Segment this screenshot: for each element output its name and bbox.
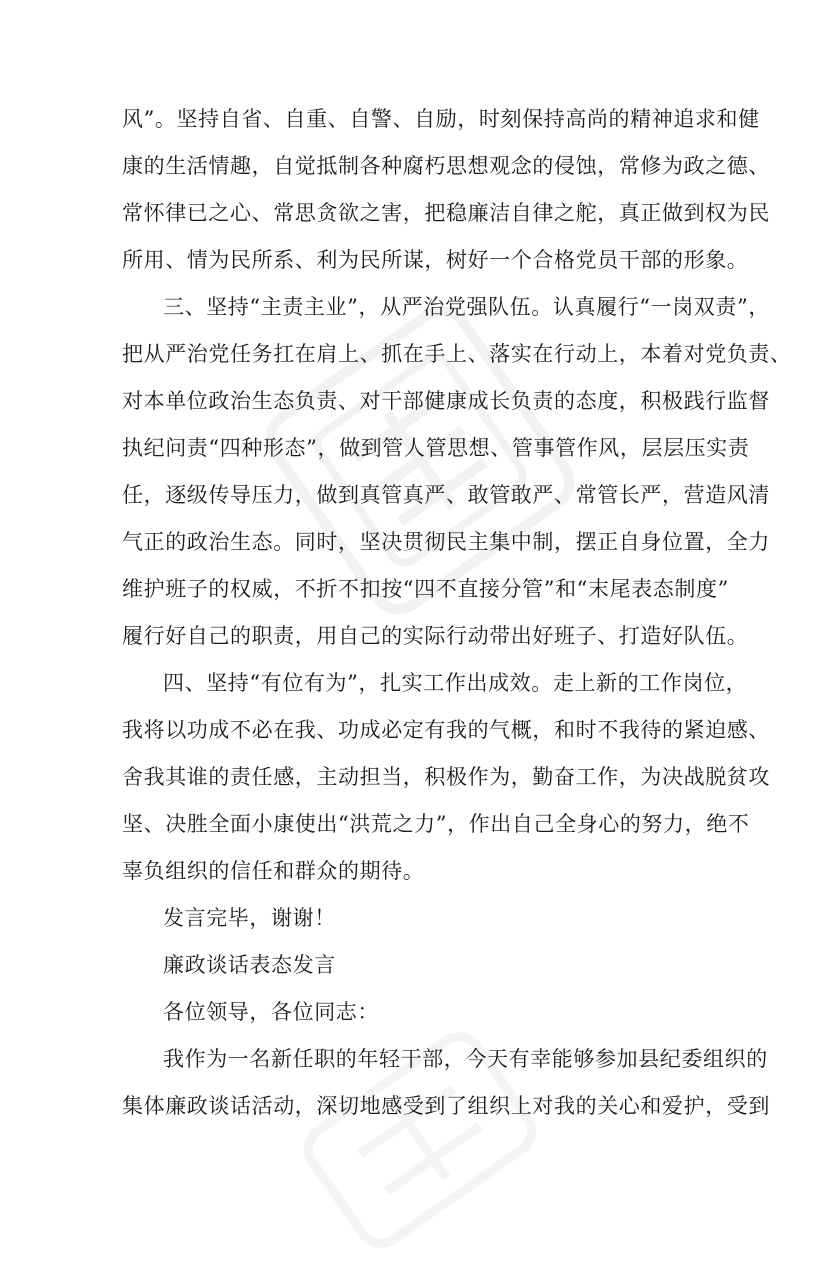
section-three-heading-line: 三、坚持“主责主业”，从严治党强队伍。认真履行“一岗双责”， <box>163 295 770 319</box>
section-four-heading-line: 四、坚持“有位有为”，扎实工作出成效。走上新的工作岗位， <box>163 671 748 695</box>
paragraph-line: 常怀律已之心、常思贪欲之害，把稳廉洁自律之舵，真正做到权为民 <box>122 201 770 225</box>
paragraph-line: 康的生活情趣，自觉抵制各种腐朽思想观念的侵蚀，常修为政之德、 <box>122 154 770 178</box>
paragraph-line: 辜负组织的信任和群众的期待。 <box>122 859 425 883</box>
paragraph-line: 风”。坚持自省、自重、自警、自励，时刻保持高尚的精神追求和健 <box>122 107 760 131</box>
paragraph-line: 所用、情为民所系、利为民所谋，树好一个合格党员干部的形象。 <box>122 248 749 272</box>
paragraph-line: 我将以功成不必在我、功成必定有我的气概，和时不我待的紧迫感、 <box>122 718 770 742</box>
paragraph-line: 对本单位政治生态负责、对干部健康成长负责的态度，积极践行监督 <box>122 389 770 413</box>
speech-title: 廉政谈话表态发言 <box>163 953 336 977</box>
paragraph-line: 任，逐级传导压力，做到真管真严、敢管敢严、常管长严，营造风清 <box>122 483 770 507</box>
closing-remark: 发言完毕，谢谢！ <box>163 906 336 930</box>
paragraph-line: 集体廉政谈话活动，深切地感受到了组织上对我的关心和爱护，受到 <box>122 1094 770 1118</box>
paragraph-line: 履行好自己的职责，用自己的实际行动带出好班子、打造好队伍。 <box>122 624 749 648</box>
paragraph-line: 执纪问责“四种形态”，做到管人管思想、管事管作风，层层压实责 <box>122 436 750 460</box>
paragraph-line: 维护班子的权威，不折不扣按“四不直接分管”和“末尾表态制度” <box>122 577 729 601</box>
paragraph-line: 坚、决胜全面小康使出“洪荒之力”，作出自己全身心的努力，绝不 <box>122 812 750 836</box>
salutation: 各位领导，各位同志： <box>163 1000 379 1024</box>
paragraph-line: 把从严治党任务扛在肩上、抓在手上、落实在行动上，本着对党负责、 <box>122 342 792 366</box>
paragraph-line: 气正的政治生态。同时，坚决贯彻民主集中制，摆正自身位置，全力 <box>122 530 770 554</box>
paragraph-line: 我作为一名新任职的年轻干部，今天有幸能够参加县纪委组织的 <box>163 1047 768 1071</box>
watermark-logo-bottom <box>276 1006 564 1274</box>
paragraph-line: 舍我其谁的责任感，主动担当，积极作为，勤奋工作，为决战脱贫攻 <box>122 765 770 789</box>
